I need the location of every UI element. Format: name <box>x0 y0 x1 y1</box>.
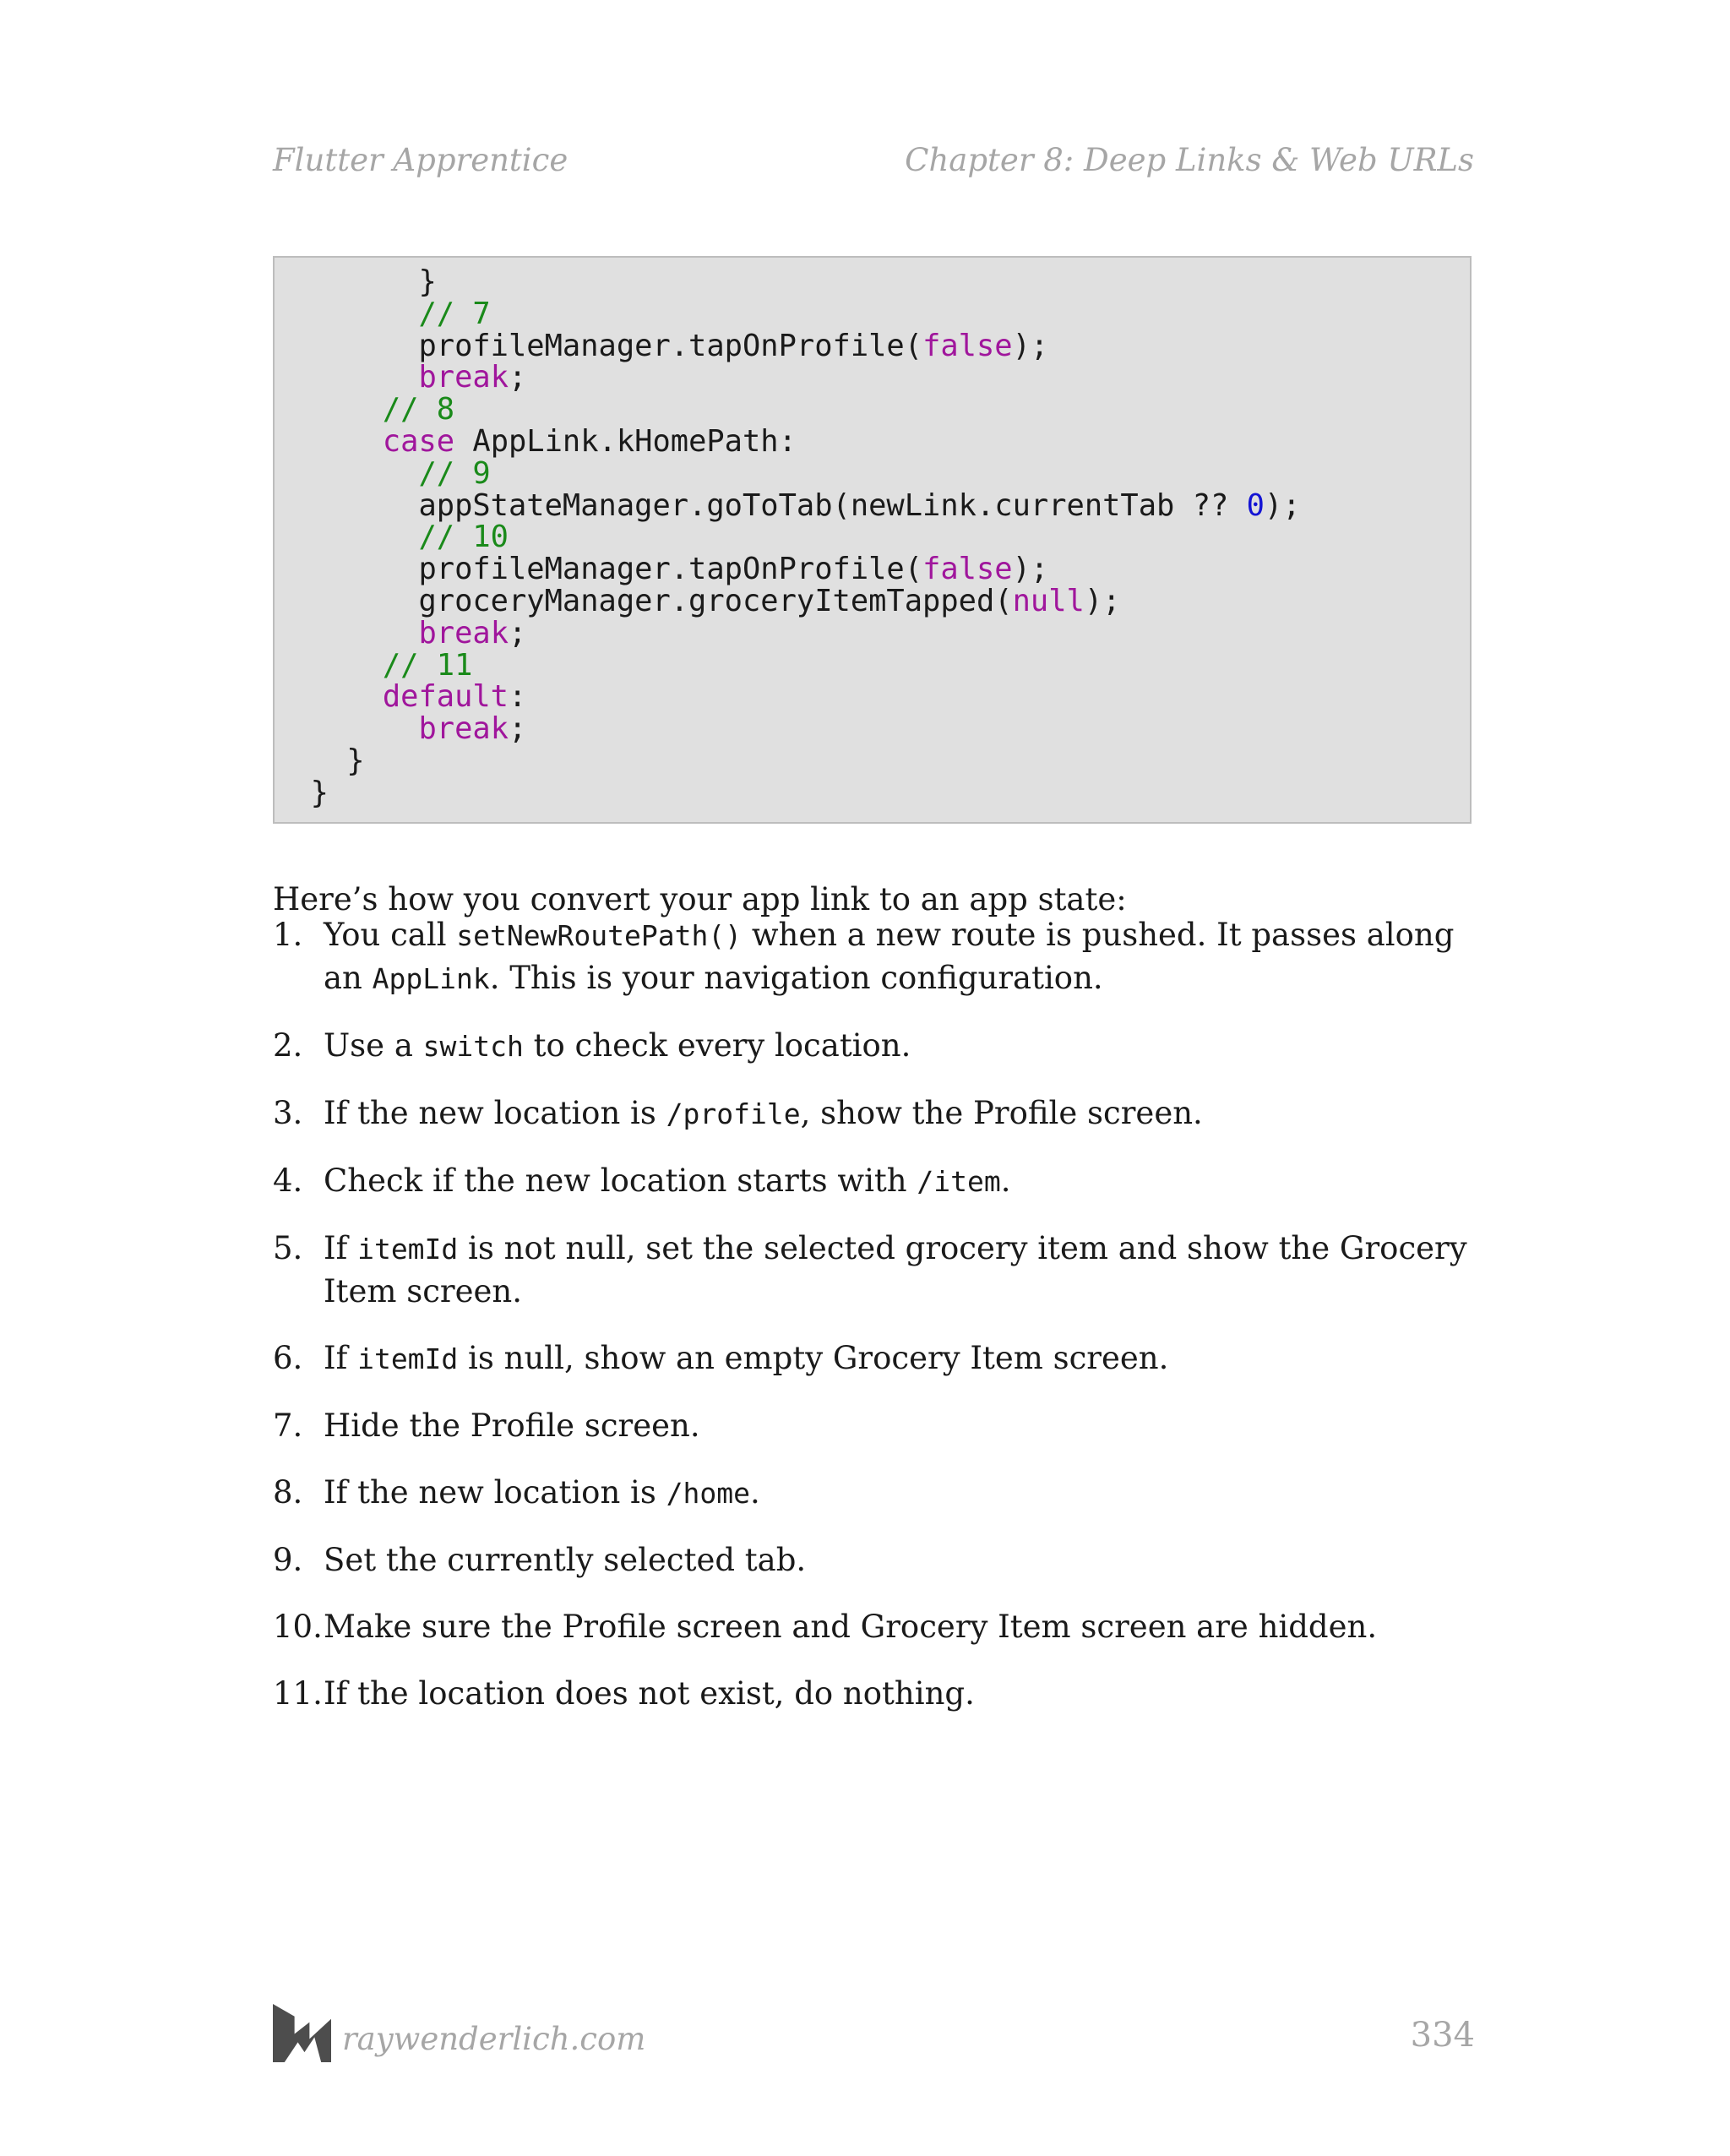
code-token-plain: ); <box>1264 487 1301 523</box>
code-line <box>275 585 1470 618</box>
step-text: You call <box>324 917 457 953</box>
code-token-plain: profileManager.tapOnProfile( <box>275 328 923 363</box>
inline-code: /home <box>666 1477 750 1510</box>
step-text: Hide the Profile screen. <box>324 1407 700 1444</box>
code-block <box>273 256 1472 824</box>
step-text: . This is your navigation configuration. <box>489 960 1103 996</box>
code-line <box>275 553 1470 585</box>
code-line <box>275 362 1470 394</box>
code-token-plain <box>275 424 383 459</box>
running-header <box>273 142 1474 178</box>
code-token-plain: AppLink.kHomePath: <box>454 423 797 459</box>
list-item <box>273 914 1477 1000</box>
code-token-keyword: false <box>922 552 1013 587</box>
inline-code: switch <box>422 1030 524 1063</box>
step-number: 9. <box>273 1542 303 1578</box>
list-item <box>273 1092 1477 1135</box>
code-token-plain <box>275 679 383 714</box>
step-text: when a new route is pushed. It passes along an <box>324 917 1455 996</box>
list-item <box>273 1160 1477 1203</box>
code-token-keyword: break <box>418 711 509 747</box>
step-text: If <box>324 1340 358 1376</box>
list-item <box>273 1606 1477 1648</box>
inline-code: /item <box>917 1165 1001 1198</box>
step-text: . <box>1000 1162 1011 1199</box>
code-line <box>275 777 1470 809</box>
code-token-plain: ; <box>509 711 527 747</box>
code-line <box>275 394 1470 426</box>
code-line <box>275 423 1470 459</box>
step-text: to check every location. <box>523 1027 911 1064</box>
code-token-plain: appStateManager.goToTab(newLink.currentTab ?? <box>275 487 1247 523</box>
step-text: is null, show an empty Grocery Item screen. <box>458 1340 1169 1376</box>
inline-code: itemId <box>357 1342 459 1375</box>
code-line <box>275 681 1470 713</box>
chapter-title: Chapter 8: Deep Links & Web URLs <box>905 142 1474 178</box>
step-text: Use a <box>324 1027 423 1064</box>
step-text: is not null, set the selected grocery item and show the Grocery Item screen. <box>324 1230 1467 1309</box>
code-token-plain: groceryManager.groceryItemTapped( <box>275 583 1013 618</box>
code-token-plain: } <box>275 264 437 299</box>
step-text: , show the Profile screen. <box>800 1095 1203 1131</box>
raywenderlich-logo-icon <box>273 2004 331 2062</box>
step-text: If <box>324 1230 358 1266</box>
code-token-plain: } <box>275 775 329 810</box>
code-token-plain: } <box>275 743 365 778</box>
code-line <box>275 713 1470 745</box>
code-token-plain <box>275 711 418 746</box>
code-line <box>275 487 1470 523</box>
code-token-number: 0 <box>1246 487 1265 523</box>
code-token-plain: ); <box>1012 552 1049 587</box>
list-item <box>273 1539 1477 1582</box>
list-item <box>273 1025 1477 1068</box>
code-token-keyword: break <box>418 615 509 651</box>
step-number: 10. <box>273 1609 323 1645</box>
footer-site-name: raywenderlich.com <box>342 2021 646 2057</box>
inline-code: AppLink <box>372 962 490 995</box>
list-item <box>273 1228 1477 1313</box>
code-token-plain: profileManager.tapOnProfile( <box>275 552 923 587</box>
code-token-plain <box>275 360 418 395</box>
step-text: If the new location is <box>324 1474 666 1511</box>
list-item <box>273 1337 1477 1380</box>
step-number: 11. <box>273 1675 323 1712</box>
step-text: . <box>749 1474 760 1511</box>
step-text: Check if the new location starts with <box>324 1162 917 1199</box>
step-text: Make sure the Profile screen and Grocery Item screen are hidden. <box>324 1609 1378 1645</box>
step-text: If the location does not exist, do nothing. <box>324 1675 975 1712</box>
code-token-plain: ; <box>509 615 527 651</box>
code-token-plain: ); <box>1012 328 1049 363</box>
code-line <box>275 298 1470 330</box>
inline-code: setNewRoutePath() <box>456 919 743 952</box>
code-token-plain: ); <box>1084 583 1121 618</box>
code-line <box>275 330 1470 362</box>
code-token-plain: : <box>509 679 527 715</box>
code-token-keyword: false <box>922 328 1013 363</box>
book-title: Flutter Apprentice <box>273 142 569 178</box>
code-token-comment: // 11 <box>275 647 473 683</box>
intro-paragraph: Here’s how you convert your app link to an app state: <box>273 881 1127 917</box>
steps-list <box>273 914 1477 1740</box>
code-line <box>275 455 1470 491</box>
code-token-comment: // 7 <box>275 296 491 331</box>
step-number: 2. <box>273 1027 303 1064</box>
code-line <box>275 521 1470 553</box>
step-number: 8. <box>273 1474 303 1511</box>
code-line <box>275 647 1470 683</box>
list-item <box>273 1673 1477 1715</box>
code-token-plain <box>275 616 418 651</box>
list-item <box>273 1472 1477 1515</box>
step-text: Set the currently selected tab. <box>324 1542 807 1578</box>
code-token-keyword: null <box>1012 583 1085 618</box>
code-token-plain: ; <box>509 360 527 395</box>
step-number: 4. <box>273 1162 303 1199</box>
step-number: 6. <box>273 1340 303 1376</box>
code-line <box>275 266 1470 298</box>
inline-code: /profile <box>666 1097 801 1130</box>
step-number: 3. <box>273 1095 303 1131</box>
code-token-keyword: default <box>382 679 509 715</box>
code-token-comment: // 10 <box>275 520 509 555</box>
page-number: 334 <box>1410 2016 1475 2055</box>
code-token-comment: // 9 <box>275 455 491 491</box>
code-line <box>275 615 1470 651</box>
step-number: 7. <box>273 1407 303 1444</box>
code-token-comment: // 8 <box>275 392 455 427</box>
code-token-keyword: break <box>418 360 509 395</box>
list-item <box>273 1405 1477 1447</box>
code-token-keyword: case <box>382 423 455 459</box>
inline-code: itemId <box>357 1233 459 1266</box>
code-line <box>275 745 1470 777</box>
step-text: If the new location is <box>324 1095 666 1131</box>
step-number: 1. <box>273 917 303 953</box>
step-number: 5. <box>273 1230 303 1266</box>
